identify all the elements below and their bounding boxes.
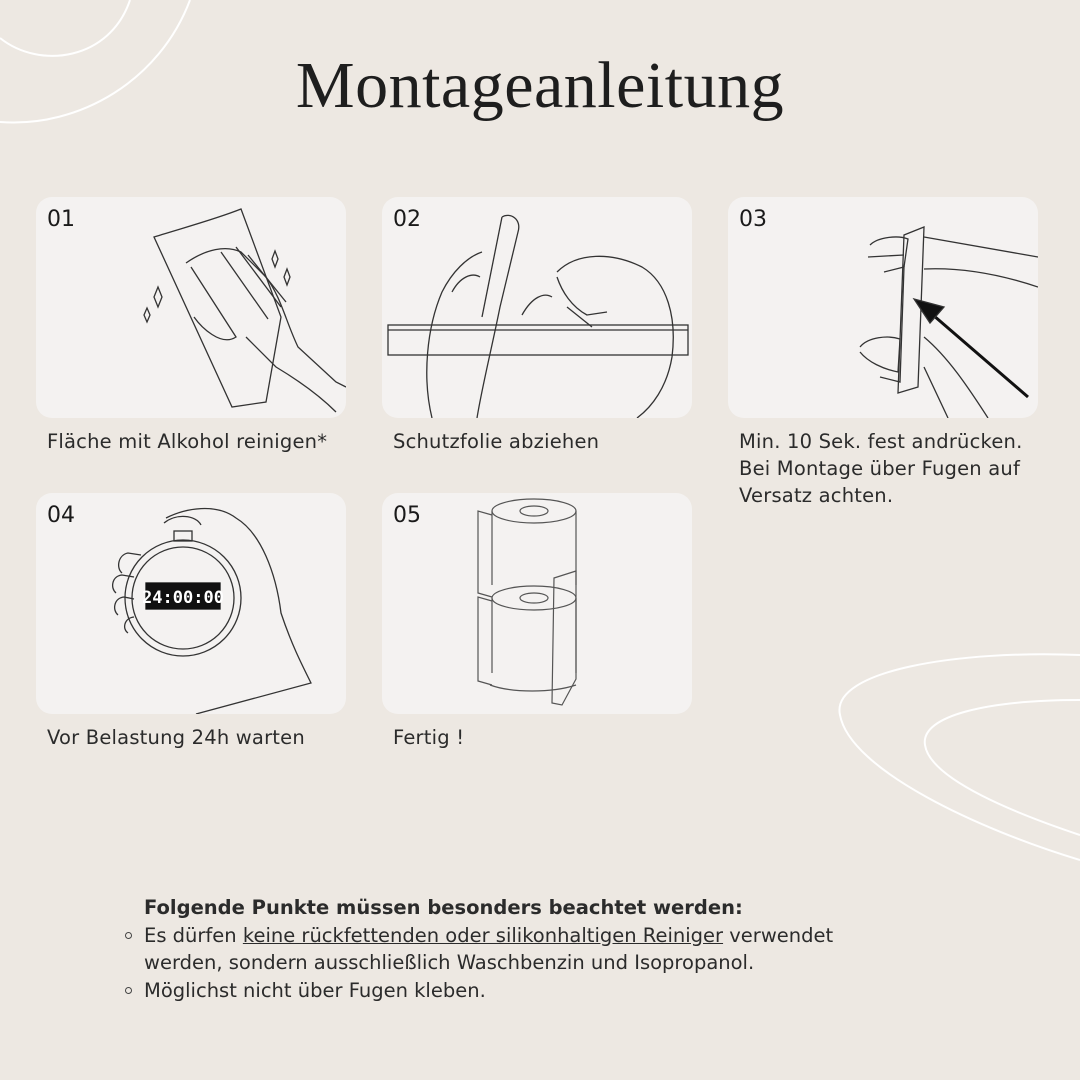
- step-card-03: [728, 197, 1038, 418]
- note-text: verwendet: [723, 923, 834, 947]
- step-caption-05: Fertig !: [393, 726, 465, 749]
- note-text: werden, sondern ausschließlich Waschbenzin und Isopropanol.: [144, 951, 755, 974]
- notes-section: [122, 894, 922, 1004]
- step-card-02: [382, 197, 692, 418]
- step-card-04: [36, 493, 346, 714]
- press-holder-icon: [728, 197, 1038, 418]
- wipe-surface-icon: [36, 197, 346, 418]
- note-item: [122, 977, 922, 1005]
- note-underlined-text: keine rückfettenden oder silikonhaltigen Reiniger: [242, 923, 724, 947]
- note-item: [122, 922, 922, 977]
- step-caption-04: Vor Belastung 24h warten: [47, 726, 305, 749]
- step-caption-01: Fläche mit Alkohol reinigen*: [47, 430, 328, 453]
- caption-line: Versatz achten.: [739, 484, 894, 507]
- step-caption-02: Schutzfolie abziehen: [393, 430, 600, 453]
- step-number: 05: [393, 503, 421, 528]
- bullet-icon: [125, 932, 132, 939]
- step-card-01: [36, 197, 346, 418]
- peel-film-icon: [382, 197, 692, 418]
- toilet-roll-holder-icon: [382, 493, 692, 714]
- note-text: Möglichst nicht über Fugen kleben.: [144, 978, 486, 1002]
- timer-display: 24:00:00: [142, 588, 224, 608]
- step-number: 01: [47, 207, 75, 232]
- step-number: 04: [47, 503, 75, 528]
- step-caption-03: [739, 428, 1022, 509]
- caption-line: Bei Montage über Fugen auf: [739, 457, 1021, 480]
- step-number: 02: [393, 207, 421, 232]
- caption-line: Min. 10 Sek. fest andrücken.: [739, 430, 1023, 453]
- stopwatch-icon: [36, 493, 346, 714]
- step-card-05: [382, 493, 692, 714]
- step-number: 03: [739, 207, 767, 232]
- notes-heading: Folgende Punkte müssen besonders beachtet werden:: [144, 896, 743, 919]
- page-title: Montageanleitung: [295, 49, 785, 122]
- note-text: Es dürfen: [144, 923, 243, 947]
- bullet-icon: [125, 987, 132, 994]
